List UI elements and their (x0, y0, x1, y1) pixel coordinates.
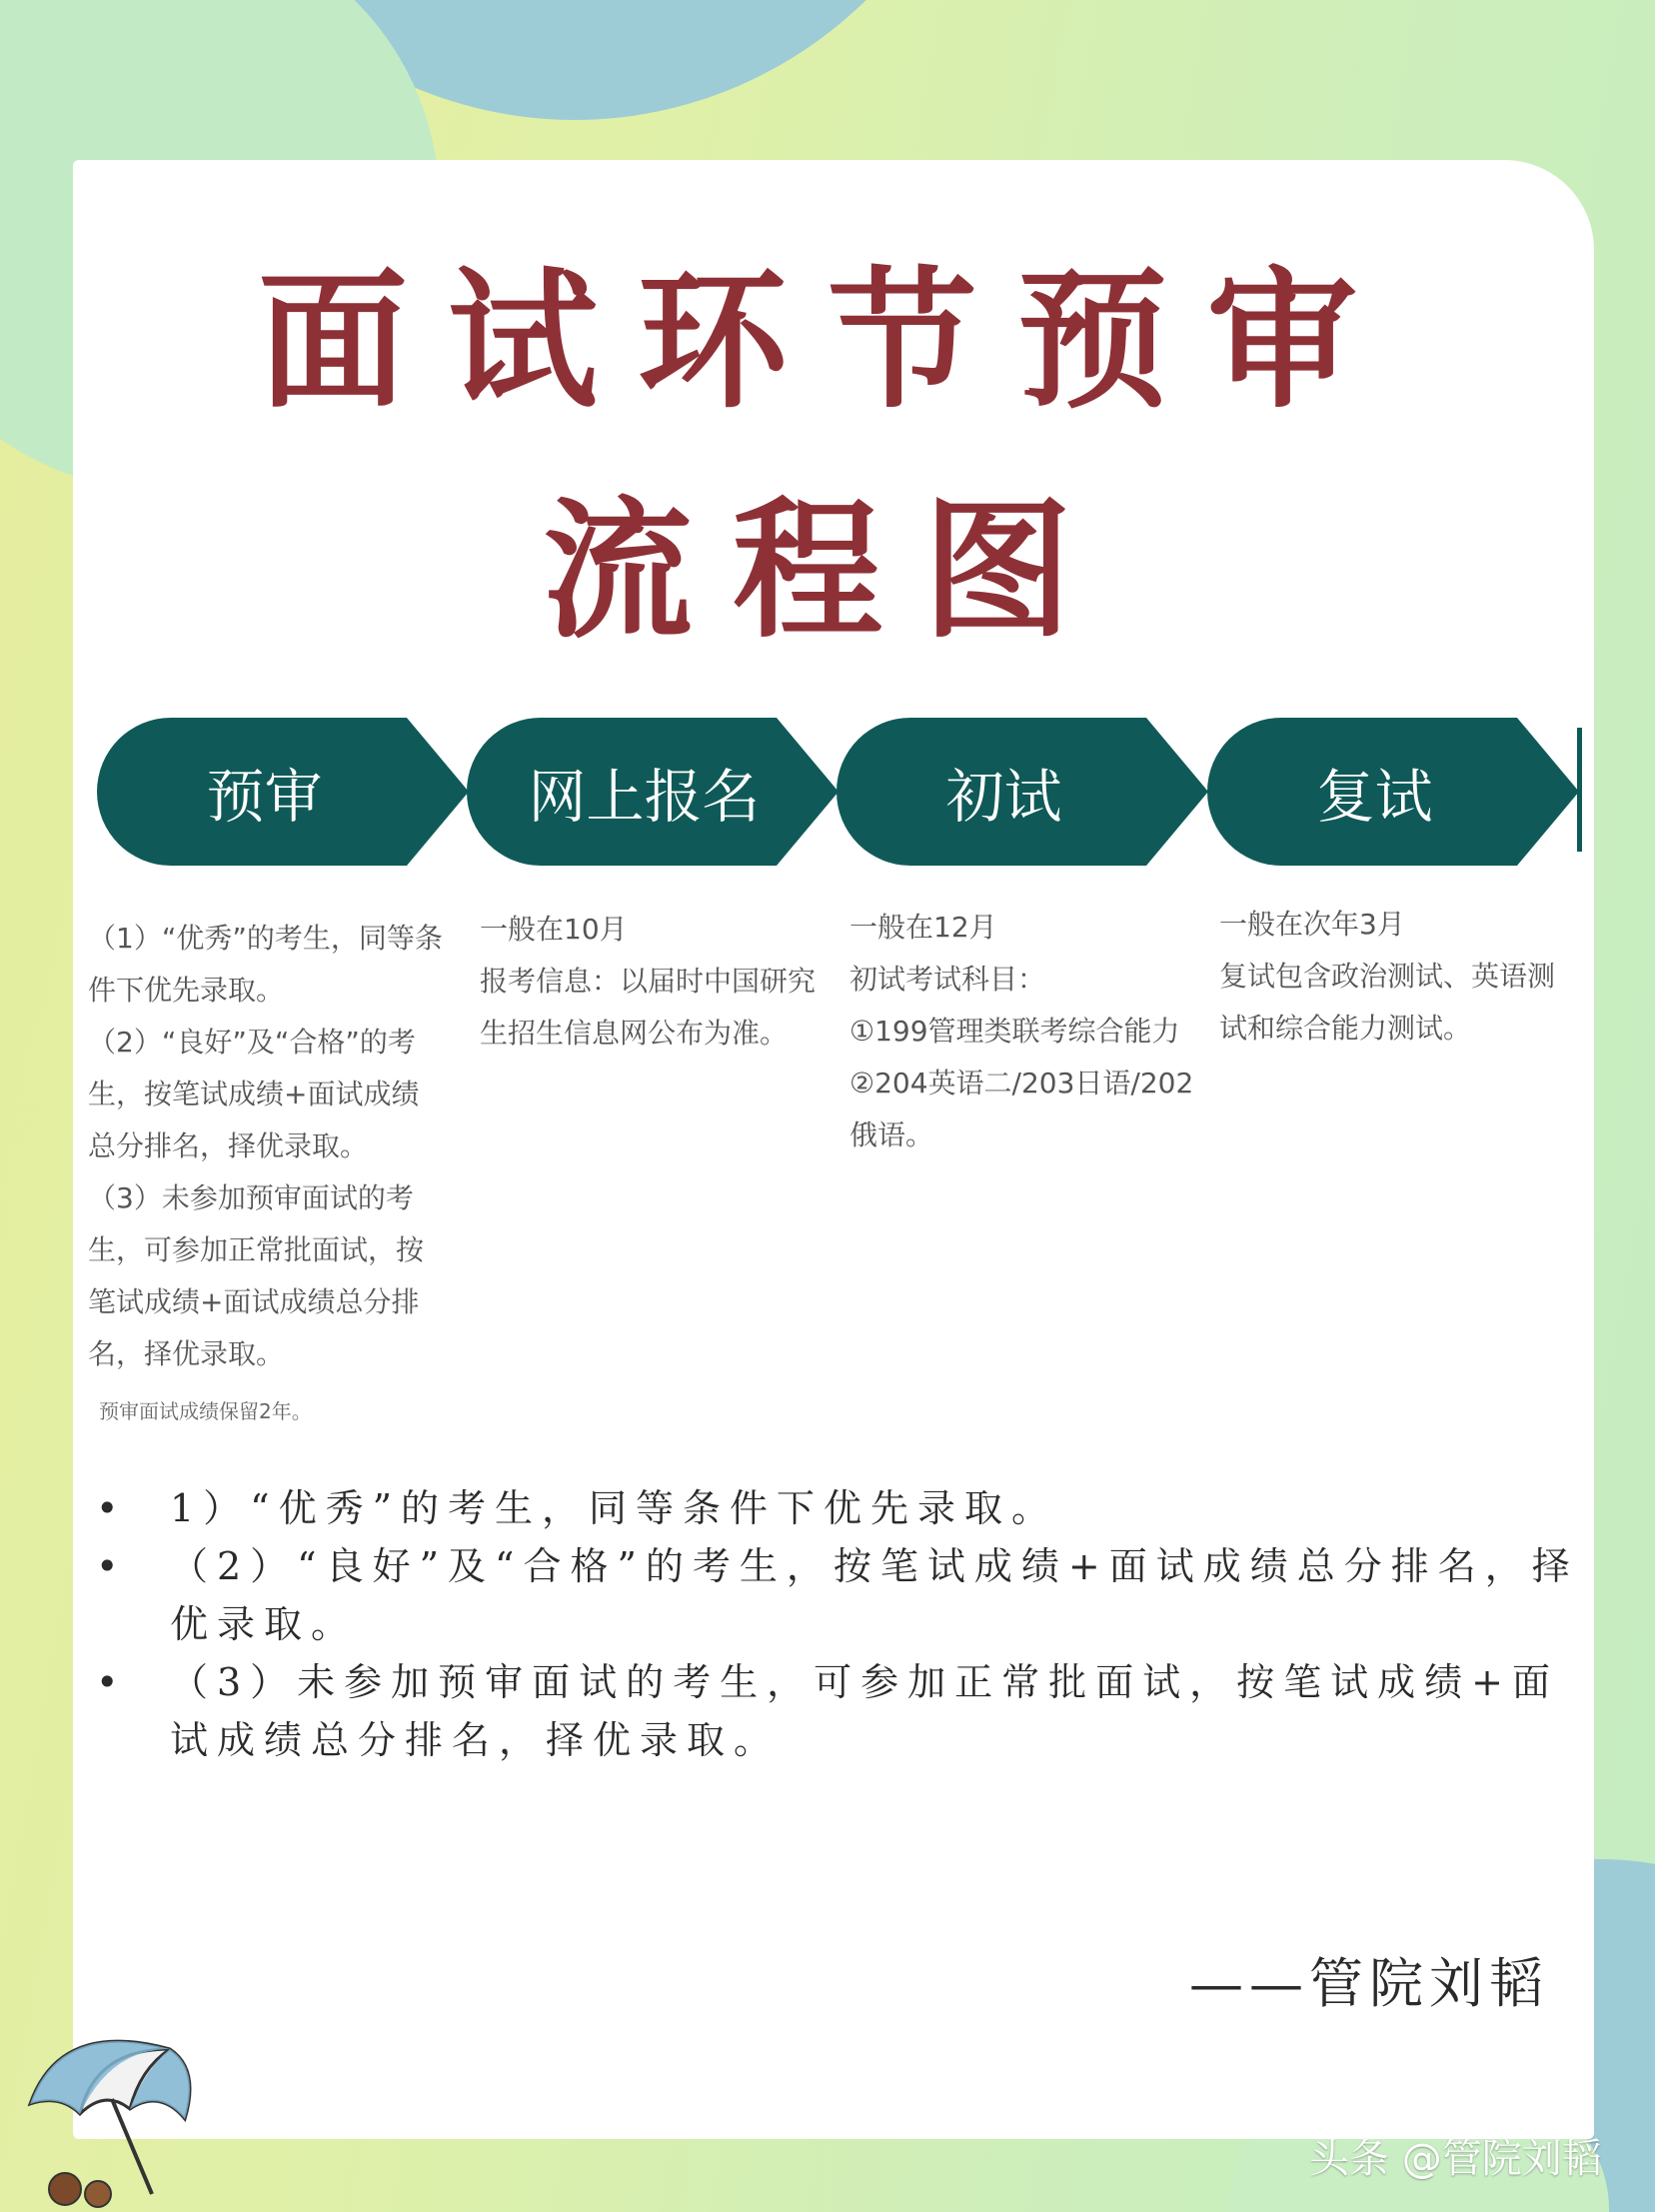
desc-line: （2）“良好”及“合格”的考 (88, 1026, 416, 1059)
desc-line: 名，择优录取。 (88, 1337, 285, 1370)
umbrella-icon (20, 2009, 200, 2209)
desc-line: 初试考试科目： (849, 963, 1046, 996)
author-signature: ——管院刘韬 (1189, 1952, 1549, 2015)
list-item-text: （2）“良好”及“合格”的考生，按笔试成绩+面试成绩总分排名，择优录取。 (170, 1544, 1579, 1646)
desc-line: 笔试成绩+面试成绩总分排 (88, 1285, 420, 1318)
desc-line: 一般在12月 (849, 911, 997, 944)
page-subtitle: 流程图 (542, 483, 1112, 659)
description-preview (88, 913, 448, 1380)
desc-line: 件下优先录取。 (88, 974, 285, 1007)
desc-line: ①199管理类联考综合能力 (849, 1015, 1180, 1048)
desc-line: ②204英语二/203日语/202 (849, 1067, 1194, 1100)
desc-line: 复试包含政治测试、英语测 (1219, 960, 1556, 993)
desc-line: 一般在10月 (480, 913, 628, 946)
bullet-marker: • (96, 1660, 128, 1704)
description-second-exam (1219, 899, 1579, 1055)
list-item (90, 1653, 1589, 1769)
description-first-exam (849, 902, 1209, 1161)
desc-line: （3）未参加预审面试的考 (88, 1181, 414, 1214)
bullet-list (90, 1479, 1589, 1769)
step-label: 网上报名 (528, 763, 761, 831)
desc-line: 俄语。 (849, 1118, 934, 1151)
page-title: 面试环节预审 (257, 253, 1397, 429)
list-item-text: 1）“优秀”的考生，同等条件下优先录取。 (170, 1486, 1059, 1530)
step-label: 复试 (1316, 763, 1433, 831)
list-item-text: （3）未参加预审面试的考生，可参加正常批面试，按笔试成绩+面试成绩总分排名，择优录取。 (170, 1660, 1560, 1762)
step-label: 初试 (945, 763, 1062, 831)
list-item (90, 1537, 1589, 1653)
description-register (480, 904, 839, 1060)
next-arrow-edge (1577, 728, 1582, 852)
desc-line: 生，可参加正常批面试，按 (88, 1233, 425, 1266)
desc-line: 生招生信息网公布为准。 (480, 1017, 789, 1050)
watermark-text: 头条 @管院刘韬 (1309, 2136, 1602, 2182)
bullet-marker: • (96, 1544, 128, 1588)
note-text: 预审面试成绩保留2年。 (99, 1399, 312, 1423)
desc-line: 报考信息：以届时中国研究 (480, 965, 817, 998)
bullet-marker: • (96, 1486, 128, 1530)
desc-line: 生，按笔试成绩+面试成绩 (88, 1078, 420, 1110)
list-item (90, 1479, 1589, 1537)
desc-line: 试和综合能力测试。 (1219, 1012, 1472, 1045)
desc-line: （1）“优秀”的考生，同等条 (88, 922, 443, 955)
step-label: 预审 (206, 763, 323, 831)
desc-line: 总分排名，择优录取。 (88, 1129, 369, 1162)
desc-line: 一般在次年3月 (1219, 908, 1405, 941)
